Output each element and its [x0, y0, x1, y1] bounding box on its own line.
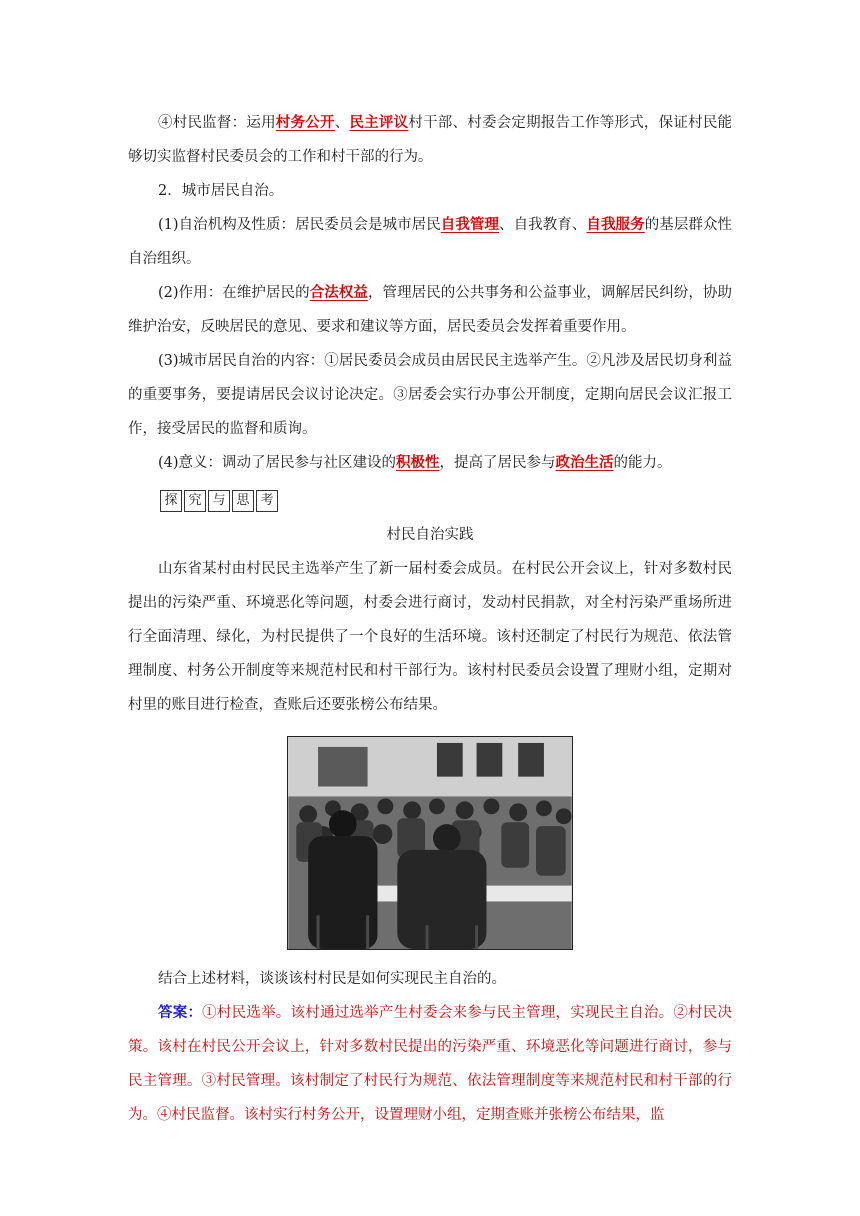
- text-run: ④村民监督：运用: [158, 115, 276, 131]
- highlight-term: 民主评议: [349, 114, 409, 131]
- text-run: 的基层群众性自治组织。: [128, 217, 733, 267]
- text-run: (2)作用：在维护居民的: [158, 285, 310, 301]
- paragraph-function: [128, 276, 732, 344]
- text-run: (1)自治机构及性质：居民委员会是城市居民: [158, 217, 441, 233]
- section-label-explore-think: [160, 490, 732, 512]
- question: 结合上述材料，谈谈该村村民是如何实现民主自治的。: [158, 971, 506, 987]
- highlight-term: 合法权益: [309, 284, 368, 301]
- answer-label: 答案：: [158, 1004, 203, 1021]
- text-run: 、自我教育、: [499, 217, 587, 233]
- paragraph-autonomy-organ: [128, 208, 732, 276]
- text-run: ，管理居民的公共事务和公益事业，调解居民纠纷，协助维护治安，反映居民的意见、要求和建议等方面，居民委员会发挥着重要作用。: [128, 285, 733, 335]
- text-run: ，提高了居民参与: [439, 455, 556, 471]
- highlight-term: 政治生活: [555, 454, 614, 471]
- text-run: 的能力。: [613, 455, 672, 471]
- case-material: 山东省某村由村民民主选举产生了新一届村委会成员。在村民公开会议上，针对多数村民提出的污染严重、环境恶化等问题，村委会进行商讨，发动村民捐款，对全村污染严重场所进行全面清理、绿化，为村民提供了一个良好的生活环境。该村还制定了村民行为规范、依法管理制度、村务公开制度等来规范村民和村干部行为。该村村民委员会设置了理财小组，定期对村里的账目进行检查，查账后还要张榜公布结果。: [128, 561, 732, 713]
- text-run: 、: [334, 115, 350, 131]
- village-meeting-photo: [287, 736, 573, 950]
- section-label-char: 究: [184, 490, 206, 512]
- answer-text: ①村民选举。该村通过选举产生村委会来参与民主管理，实现民主自治。②村民决策。该村在村民公开会议上，针对多数村民提出的污染严重、环境恶化等问题进行商讨，参与民主管理。③村民管理。该村制定了村民行为规范、依法管理制度等来规范村民和村干部的行为。④村民监督。该村实行村务公开，设置理财小组，定期查账并张榜公布结果，监: [128, 1005, 732, 1123]
- section-label-char: 思: [232, 490, 254, 512]
- highlight-term: 积极性: [396, 454, 440, 471]
- paragraph-urban-autonomy-heading: 2．城市居民自治。: [158, 183, 284, 199]
- answer-paragraph: [128, 996, 732, 1132]
- highlight-term: 自我管理: [440, 216, 500, 233]
- highlight-term: 自我服务: [586, 216, 645, 233]
- highlight-term: 村务公开: [275, 114, 335, 131]
- section-label-char: 与: [208, 490, 230, 512]
- text-run: 村干部、村委会定期报告工作等形式，保证村民能够切实监督村民委员会的工作和村干部的行为。: [128, 115, 733, 165]
- section-label-char: 考: [256, 490, 278, 512]
- section-label-char: 探: [160, 490, 182, 512]
- paragraph-village-supervision: [128, 106, 732, 174]
- paragraph-significance: [128, 446, 732, 480]
- meeting-photo-illustration: [288, 737, 572, 949]
- case-title: 村民自治实践: [386, 527, 474, 543]
- document-body: [128, 106, 732, 1132]
- text-run: (4)意义：调动了居民参与社区建设的: [158, 455, 397, 471]
- paragraph-content: (3)城市居民自治的内容：①居民委员会成员由居民民主选举产生。②凡涉及居民切身利益的重要事务，要提请居民会议讨论决定。③居委会实行办事公开制度，定期向居民会议汇报工作，接受居民的监督和质询。: [128, 353, 732, 437]
